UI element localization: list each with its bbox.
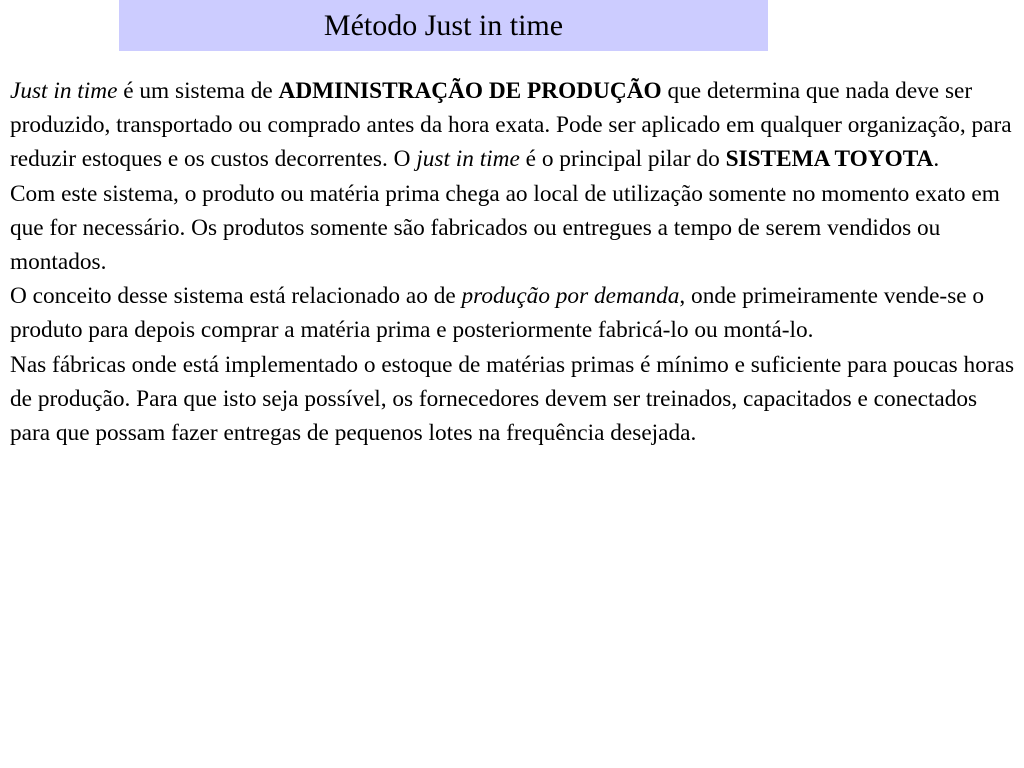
term-producao-por-demanda: produção por demanda	[461, 283, 680, 310]
paragraph-system: Com este sistema, o produto ou matéria prima chega ao local de utilização somente no momento exato em que for necessário. Os produtos somente são fabricados ou entregues a tempo de serem vendidos ou montados.	[10, 180, 1000, 276]
term-administracao-producao: ADMINISTRAÇÃO DE PRODUÇÃO	[278, 78, 662, 104]
text-segment: é o principal pilar do	[519, 146, 726, 173]
paragraph-concept	[10, 279, 1014, 347]
text-segment: .	[933, 146, 940, 173]
text-segment: O conceito desse sistema está relacionado ao de	[10, 283, 462, 310]
body-text	[10, 74, 1014, 450]
term-sistema-toyota: SISTEMA TOYOTA	[725, 146, 934, 173]
paragraph-factories: Nas fábricas onde está implementado o estoque de matérias primas é mínimo e suficiente para poucas horas de produção. Para que isto seja possível, os fornecedores devem ser treinados, capacitados e conectados para que possam fazer entregas de pequenos lotes na frequência desejada.	[10, 351, 1015, 447]
slide-title: Método Just in time	[323, 8, 564, 42]
text-segment: é um sistema de	[117, 78, 279, 104]
paragraph-definition	[10, 74, 1014, 177]
title-bar	[119, 0, 768, 51]
text-segment: que determina que nada deve ser produzido, transportado ou comprado antes da hora exata. Pode ser aplicado em qualquer organização, para reduzir estoques e os custos decorrentes. O	[10, 78, 1012, 173]
text-segment: , onde primeiramente vende-se o produto para depois comprar a matéria prima e posteriormente fabricá-lo ou montá-lo.	[10, 283, 985, 344]
term-just-in-time: Just in time	[10, 78, 118, 104]
term-just-in-time-inline: just in time	[416, 146, 520, 173]
